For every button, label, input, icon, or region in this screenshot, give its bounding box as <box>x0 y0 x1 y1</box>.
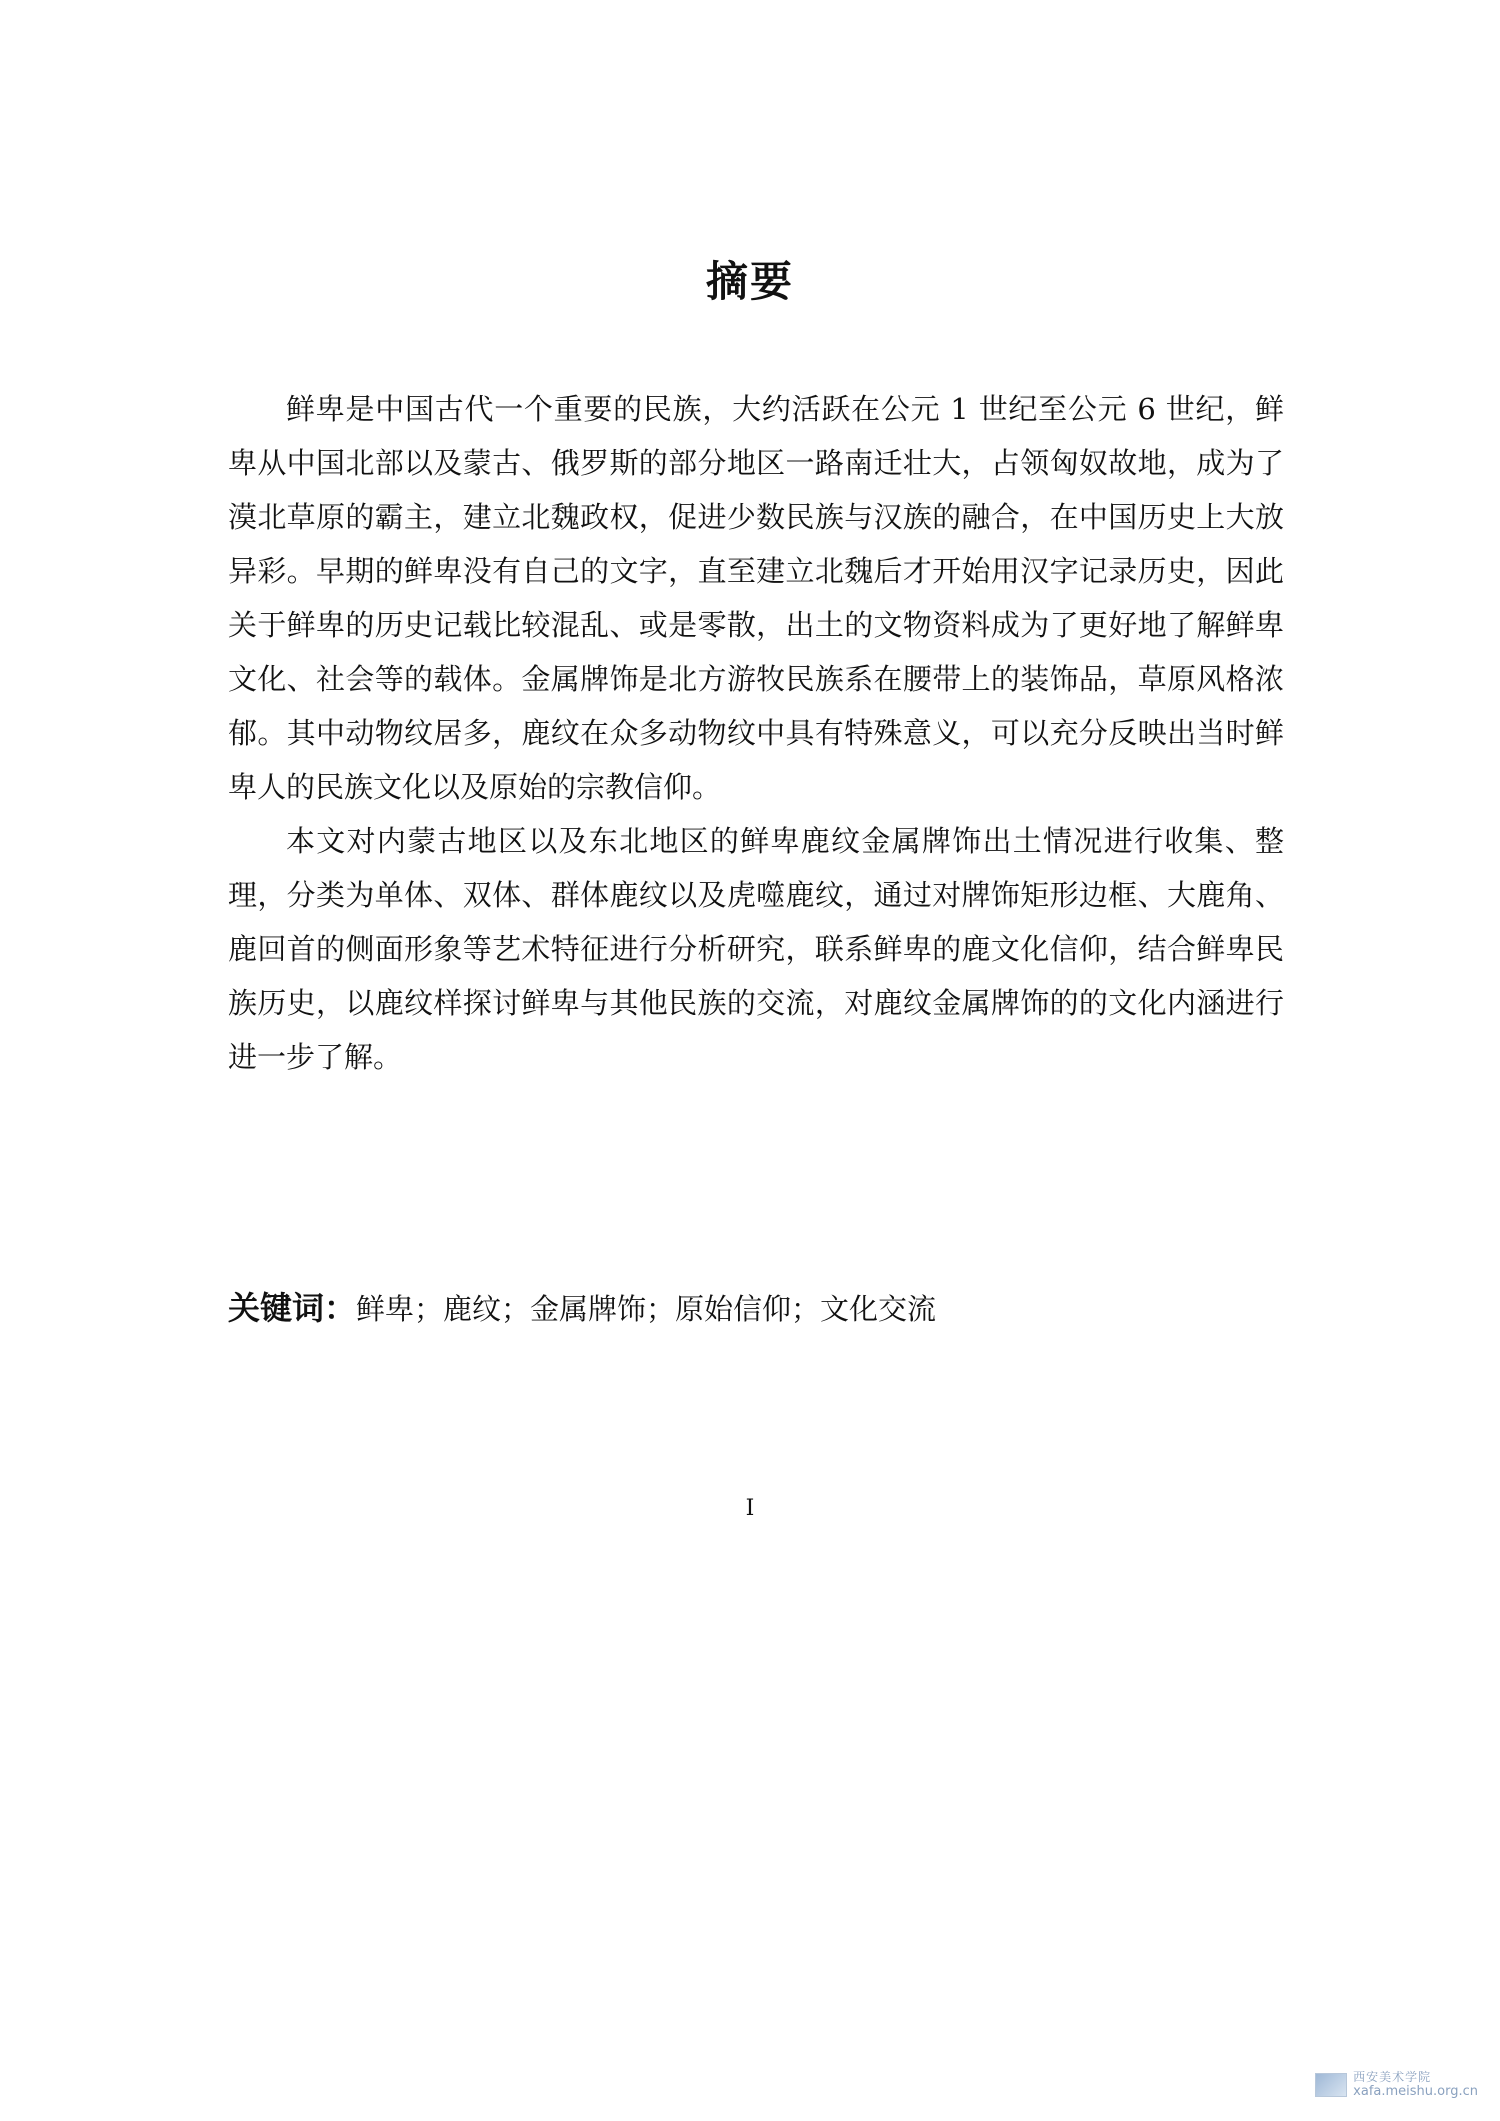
abstract-paragraph-1: 鲜卑是中国古代一个重要的民族，大约活跃在公元 1 世纪至公元 6 世纪，鲜卑从中国北部以及蒙古、俄罗斯的部分地区一路南迁壮大，占领匈奴故地，成为了漠北草原的霸主，建立北魏政权，促进少数民族与汉族的融合，在中国历史上大放异彩。早期的鲜卑没有自己的文字，直至建立北魏后才开始用汉字记录历史，因此关于鲜卑的历史记载比较混乱、或是零散，出土的文物资料成为了更好地了解鲜卑文化、社会等的载体。金属牌饰是北方游牧民族系在腰带上的装饰品，草原风格浓郁。其中动物纹居多，鹿纹在众多动物纹中具有特殊意义，可以充分反映出当时鲜卑人的民族文化以及原始的宗教信仰。 <box>228 392 1284 804</box>
keywords-label: 关键词： <box>228 1289 357 1327</box>
keywords-line <box>228 1286 1284 1331</box>
page-title: 摘要 <box>705 257 794 306</box>
abstract-body <box>228 382 1284 1084</box>
watermark <box>1315 2070 1478 2099</box>
page-number: I <box>745 1496 755 1521</box>
watermark-logo-icon <box>1315 2073 1347 2097</box>
abstract-paragraph-2: 本文对内蒙古地区以及东北地区的鲜卑鹿纹金属牌饰出土情况进行收集、整理，分类为单体、双体、群体鹿纹以及虎噬鹿纹，通过对牌饰矩形边框、大鹿角、鹿回首的侧面形象等艺术特征进行分析研究，联系鲜卑的鹿文化信仰，结合鲜卑民族历史，以鹿纹样探讨鲜卑与其他民族的交流，对鹿纹金属牌饰的的文化内涵进行进一步了解。 <box>228 824 1284 1074</box>
keywords-text: 鲜卑；鹿纹；金属牌饰；原始信仰；文化交流 <box>356 1292 937 1326</box>
watermark-text <box>1353 2070 1478 2099</box>
watermark-name: 西安美术学院 <box>1353 2070 1432 2084</box>
watermark-url: xafa.meishu.org.cn <box>1353 2084 1478 2099</box>
